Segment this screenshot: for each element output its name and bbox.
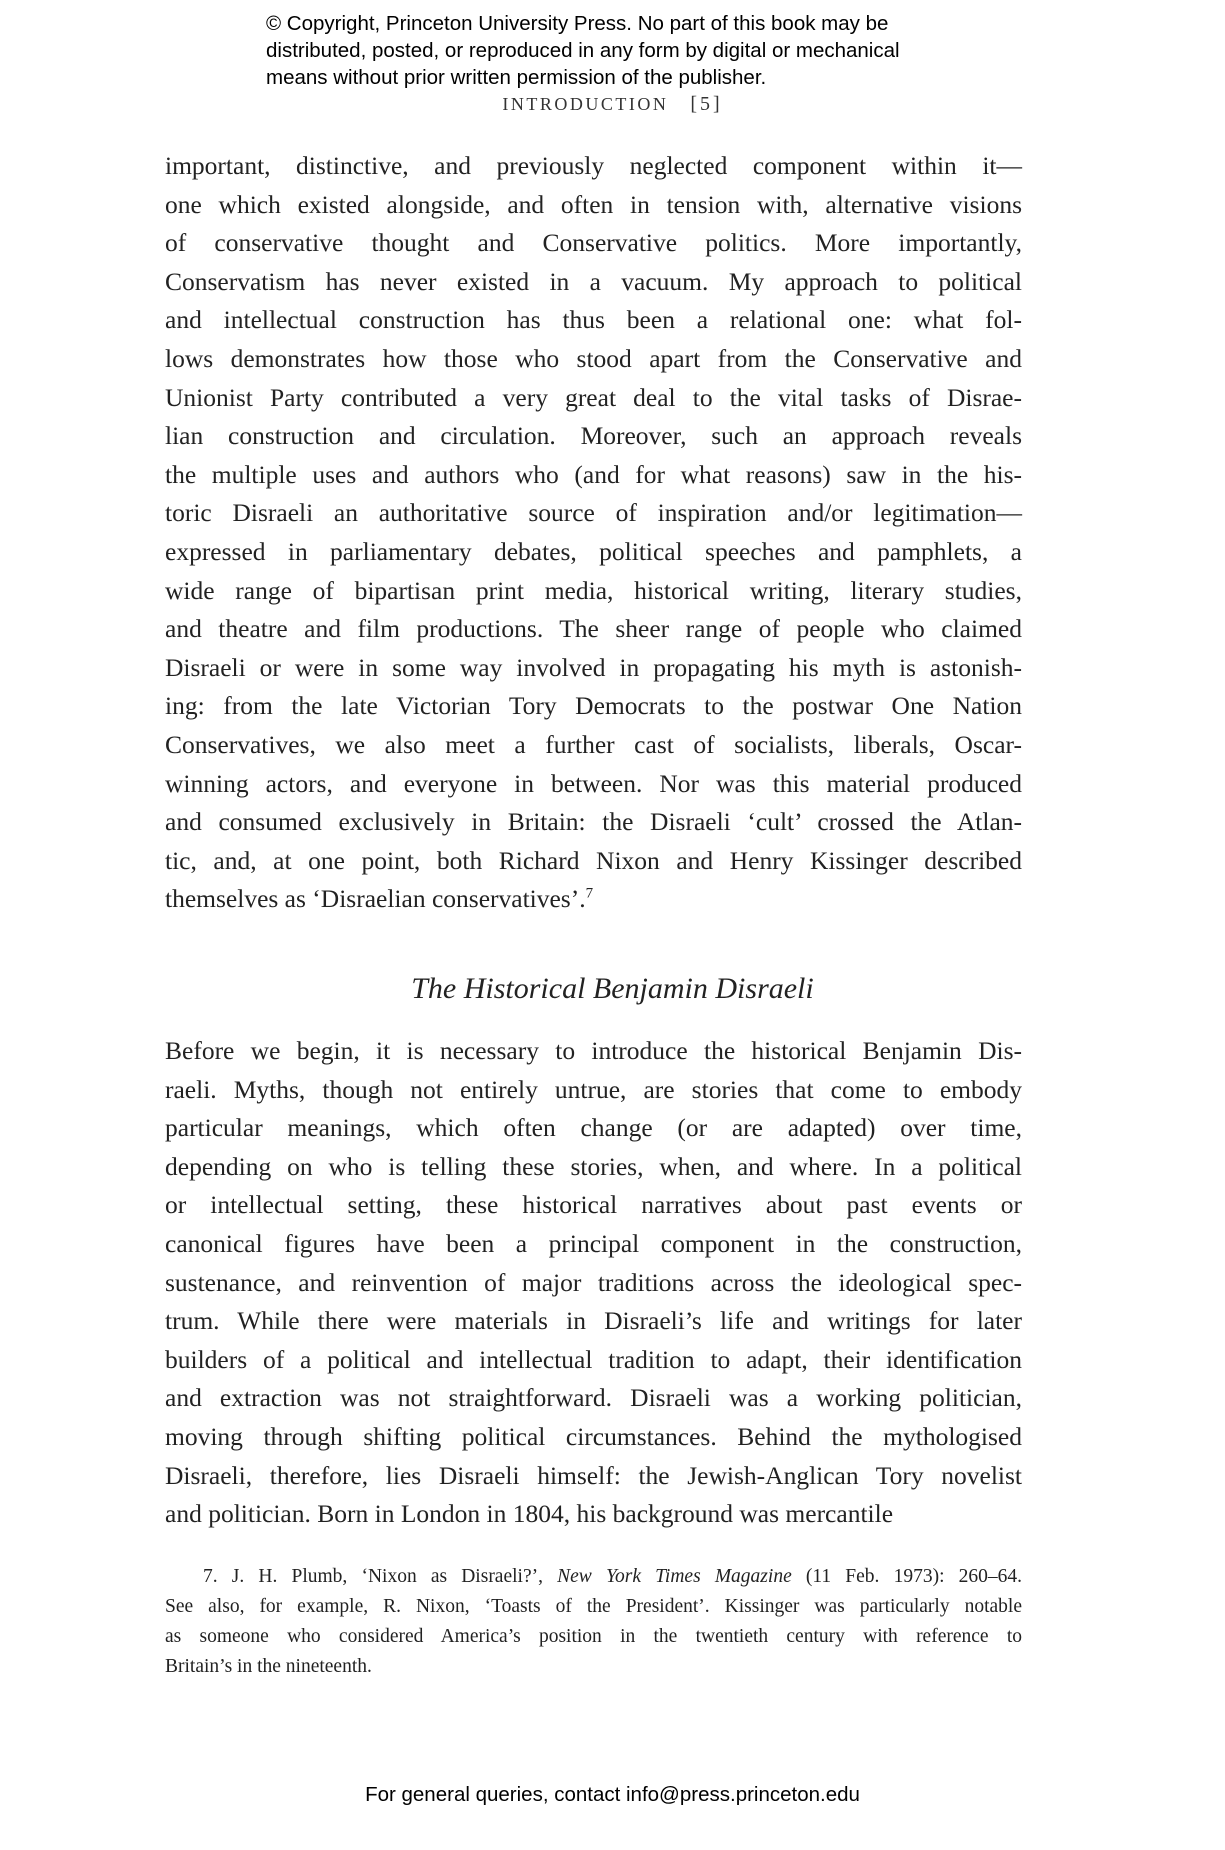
- text-line: sustenance, and reinvention of major traditions across the ideological spec-: [165, 1267, 1022, 1297]
- text-line: Disraeli or were in some way involved in propagating his myth is astonish-: [165, 652, 1022, 682]
- text-line: Before we begin, it is necessary to introduce the historical Benjamin Dis-: [165, 1036, 1022, 1065]
- text-line: lows demonstrates how those who stood apart from the Conservative and: [165, 343, 1022, 373]
- copyright-line: distributed, posted, or reproduced in any form by digital or mechanical: [266, 39, 900, 62]
- paragraph-2: [165, 1032, 1022, 1534]
- paragraph-1: [165, 147, 1022, 919]
- section-heading: The Historical Benjamin Disraeli: [411, 972, 814, 1005]
- copyright-line: © Copyright, Princeton University Press. No part of this book may be: [266, 12, 889, 35]
- page-number: [5]: [690, 93, 723, 115]
- footnote-reference[interactable]: 7: [585, 885, 594, 902]
- text-line: expressed in parliamentary debates, political speeches and pamphlets, a: [165, 536, 1022, 566]
- text-line: particular meanings, which often change (or are adapted) over time,: [165, 1113, 1022, 1143]
- text-line: or intellectual setting, these historical narratives about past events or: [165, 1190, 1022, 1220]
- footnote-text: (11 Feb. 1973): 260–64.: [805, 1566, 1023, 1587]
- text-line: and consumed exclusively in Britain: the Disraeli ‘cult’ crossed the Atlan-: [165, 807, 1022, 837]
- text-line: Unionist Party contributed a very great deal to the vital tasks of Disrae-: [165, 382, 1022, 412]
- footnote-line: Britain’s in the nineteenth.: [165, 1656, 372, 1677]
- text-line: moving through shifting political circumstances. Behind the mythologised: [165, 1421, 1022, 1451]
- footnote-line: See also, for example, R. Nixon, ‘Toasts of the President’. Kissinger was particularly notable: [165, 1596, 1022, 1617]
- text-line: wide range of bipartisan print media, historical writing, literary studies,: [165, 575, 1022, 605]
- footnote-line: as someone who considered America’s position in the twentieth century with reference to: [165, 1626, 1022, 1647]
- text-line: Disraeli, therefore, lies Disraeli himself: the Jewish-Anglican Tory novelist: [165, 1460, 1022, 1490]
- text-line: builders of a political and intellectual tradition to adapt, their identification: [165, 1344, 1022, 1374]
- copyright-notice: [266, 10, 986, 91]
- text-line: raeli. Myths, though not entirely untrue, are stories that come to embody: [165, 1074, 1022, 1104]
- text-line: lian construction and circulation. Moreover, such an approach reveals: [165, 421, 1022, 451]
- footnote-line: [165, 1562, 1022, 1592]
- text-line: ing: from the late Victorian Tory Democrats to the postwar One Nation: [165, 691, 1022, 721]
- text-line: Conservatism has never existed in a vacuum. My approach to political: [165, 266, 1022, 296]
- text-line: and extraction was not straightforward. Disraeli was a working politician,: [165, 1383, 1022, 1413]
- text-line: and intellectual construction has thus been a relational one: what fol-: [165, 305, 1022, 335]
- text-line: trum. While there were materials in Disraeli’s life and writings for later: [165, 1306, 1022, 1336]
- text-line: canonical figures have been a principal component in the construction,: [165, 1228, 1022, 1258]
- text-line: and politician. Born in London in 1804, his background was mercantile: [165, 1499, 894, 1529]
- text-line: the multiple uses and authors who (and for what reasons) saw in the his-: [165, 459, 1022, 489]
- text-line: and theatre and film productions. The sheer range of people who claimed: [165, 614, 1022, 644]
- text-line: of conservative thought and Conservative politics. More importantly,: [165, 228, 1022, 258]
- text-line: themselves as ‘Disraelian conservatives’.: [165, 884, 586, 914]
- text-line: one which existed alongside, and often in tension with, alternative visions: [165, 189, 1022, 219]
- text-line: important, distinctive, and previously neglected component within it—: [165, 151, 1022, 180]
- footer-contact: For general queries, contact info@press.princeton.edu: [365, 1783, 860, 1806]
- footnote-text: 7. J. H. Plumb, ‘Nixon as Disraeli?’,: [203, 1566, 543, 1587]
- text-line: [165, 880, 1022, 919]
- text-line: tic, and, at one point, both Richard Nixon and Henry Kissinger described: [165, 845, 1022, 875]
- running-head-title: INTRODUCTION: [502, 94, 669, 114]
- footnote: [165, 1562, 1022, 1682]
- running-head: [0, 93, 1225, 116]
- text-line: Conservatives, we also meet a further cast of socialists, liberals, Oscar-: [165, 729, 1022, 759]
- text-line: toric Disraeli an authoritative source of inspiration and/or legitimation—: [165, 498, 1022, 528]
- footnote-source-title: New York Times Magazine: [557, 1566, 792, 1587]
- text-line: depending on who is telling these stories, when, and where. In a political: [165, 1151, 1022, 1181]
- text-line: winning actors, and everyone in between. Nor was this material produced: [165, 768, 1022, 798]
- copyright-line: means without prior written permission of the publisher.: [266, 66, 767, 89]
